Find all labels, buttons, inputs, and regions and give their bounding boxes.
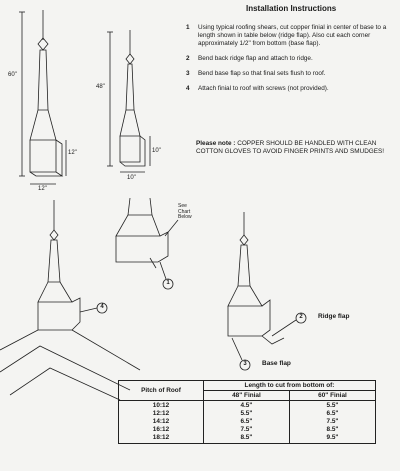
table-cell: 7.5" <box>240 426 253 433</box>
pitch-header: Pitch of Roof <box>119 381 204 401</box>
table-cell: 6.5" <box>326 410 339 417</box>
finial-60-header: 60" Finial <box>289 391 375 401</box>
step-2 <box>186 55 396 63</box>
base-detail-drawing <box>116 198 178 289</box>
large-finial-drawing <box>19 10 66 184</box>
ridge-flap-label: Ridge flap <box>318 313 350 320</box>
cut-length-table <box>118 380 376 444</box>
step-text: Bend base flap so that final sets flush to roof. <box>198 70 326 77</box>
table-cell: 12:12 <box>152 410 170 417</box>
table-cell: 7.5" <box>326 418 339 425</box>
flap-drawing <box>228 212 306 370</box>
table-cell: 5.5" <box>240 410 253 417</box>
table-cell: 18:12 <box>152 434 170 441</box>
callout-number-1: 1 <box>166 280 170 286</box>
note-text: COPPER SHOULD BE HANDLED WITH CLEAN COTTON GLOVES TO AVOID FINGER PRINTS AND SMUDGES! <box>196 140 385 155</box>
large-base-width-label: 12" <box>38 186 47 192</box>
base-flap-label: Base flap <box>262 360 291 367</box>
table-cell: 8.5" <box>240 434 253 441</box>
table-cell: 5.5" <box>326 402 339 409</box>
handling-note <box>196 140 396 156</box>
step-text: Using typical roofing shears, cut copper finial in center of base to a length shown in table below (ridge flap). Also cut each corner approximately 1/2" from bottom (base flap). <box>198 24 387 47</box>
step-number: 4 <box>186 85 190 92</box>
finial-60-values <box>289 401 375 444</box>
callout-number-4: 4 <box>100 304 104 310</box>
see-chart-callout: See Chart Below <box>178 203 192 220</box>
note-label: Please note : <box>196 140 236 147</box>
page-title: Installation Instructions <box>246 4 337 13</box>
step-number: 2 <box>186 55 190 62</box>
large-base-height-label: 12" <box>68 150 77 156</box>
instruction-steps <box>186 24 396 100</box>
small-base-height-label: 10" <box>152 148 161 154</box>
large-height-label: 60" <box>8 72 17 78</box>
step-number: 1 <box>186 24 190 31</box>
table-cell: 16:12 <box>152 426 170 433</box>
step-1 <box>186 24 396 48</box>
finial-48-values <box>203 401 289 444</box>
callout-number-3: 3 <box>243 361 247 367</box>
table-cell: 8.5" <box>326 426 339 433</box>
pitch-values <box>119 401 204 444</box>
table-cell: 6.5" <box>240 418 253 425</box>
table-cell: 9.5" <box>326 434 339 441</box>
finial-48-header: 48" Finial <box>203 391 289 401</box>
callout-number-2: 2 <box>299 314 303 320</box>
small-base-width-label: 10" <box>127 175 136 181</box>
step-text: Attach finial to roof with screws (not provided). <box>198 85 329 92</box>
table-cell: 14:12 <box>152 418 170 425</box>
table-row <box>119 401 376 444</box>
table-cell: 4.5" <box>240 402 253 409</box>
step-3 <box>186 70 396 78</box>
table-cell: 10:12 <box>152 402 170 409</box>
small-height-label: 48" <box>96 84 105 90</box>
length-header: Length to cut from bottom of: <box>203 381 375 391</box>
step-number: 3 <box>186 70 190 77</box>
step-text: Bend back ridge flap and attach to ridge. <box>198 55 313 62</box>
step-4 <box>186 85 396 93</box>
small-finial-drawing <box>107 30 150 172</box>
